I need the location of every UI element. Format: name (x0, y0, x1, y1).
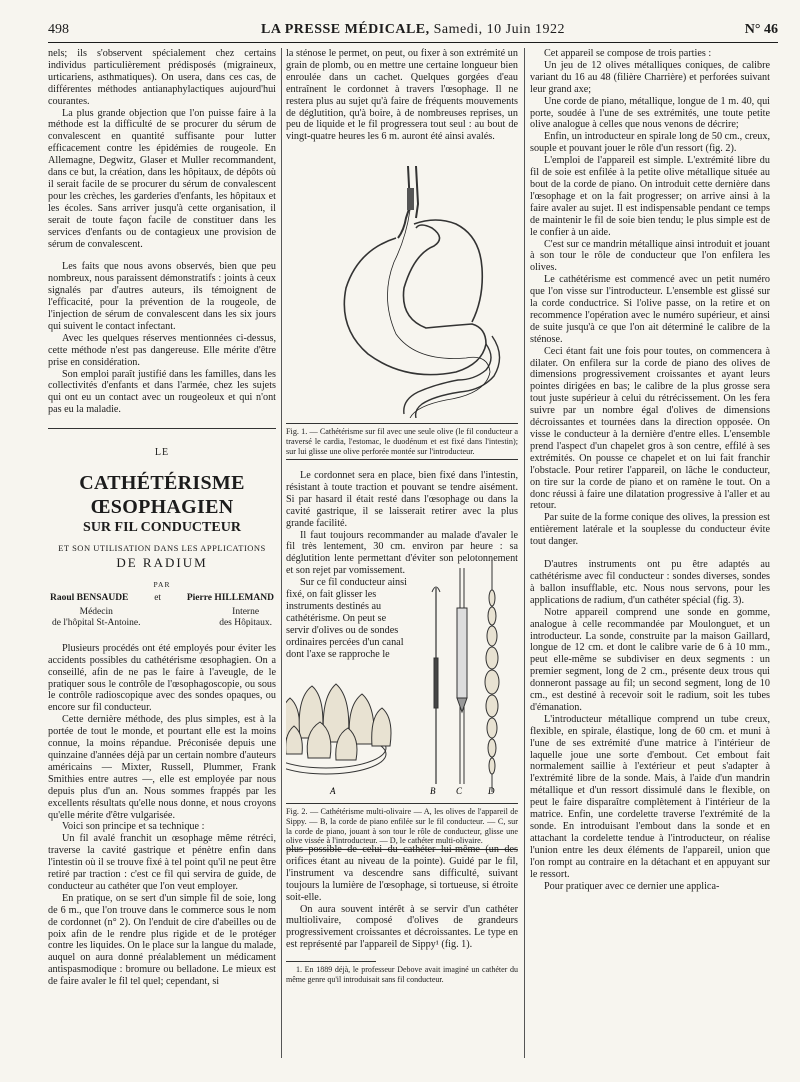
paragraph: Ceci étant fait une fois pour toutes, on commencera à dilater. On enfilera sur la corde de piano des olives de dimensions progressivement croissantes et ayant leurs pointes dirigées en bas; le calibre de la plus grosse sera tout juste supérieur à celui du rétrécissement. On les fera suivre par un nombre égal d'olives de dimensions décroissantes et tournées dans la direction opposée. On visse le conducteur à la dernière d'entre elles. L'ensemble prend l'aspect d'un chapelet gros à son centre, effilé à ses extrémités. On pousse ce chapelet et on lui fait franchir l'obstacle. Pour retirer l'appareil, on lâche le conducteur, on tire sur la corde de piano et on ramène le tout. On a donc réussi à faire une dilatation progressive à l'aller et au retour. (530, 345, 770, 512)
figure-2-label-d: D (488, 786, 495, 796)
footnote-rule (286, 961, 376, 962)
page-number: 498 (48, 22, 69, 37)
journal-title (48, 22, 778, 38)
column-1 (48, 48, 276, 988)
paragraph: plus possible de celui du cathéter lui-même (un des orifices étant au niveau de la pointe). Guidé par le fil, l'instrument va descendre sans difficulté, suivant toujours la lumière de l'œsophage, si tortueuse, si étroite soit-elle. (286, 844, 518, 903)
figure-2-label-c: C (456, 786, 463, 796)
page-header (48, 22, 778, 43)
column-2 (286, 48, 518, 143)
figure-1 (286, 158, 518, 468)
paragraph: Les faits que nous avons observés, bien que peu nombreux, nous paraissent démonstratifs : joints à ceux signalés par d'autres auteurs, ils témoignent de l'efficacité, pour la prévention de la rougeole, de l'injection de sérum de convalescent dans les six jours qui suivent le contact infectant. (48, 261, 276, 332)
paragraph: Son emploi paraît justifié dans les familles, dans les collectivités d'enfants et dans l'armée, chez les sujets qui ont eu un contact avec un rougeoleux et qui n'ont pas eu la maladie. (48, 368, 276, 416)
paragraph: Avec les quelques réserves mentionnées ci-dessus, cette méthode n'est pas dangereuse. Elle mérite d'être prise en considération. (48, 332, 276, 368)
figure-rule (286, 459, 518, 460)
paragraph: Plusieurs procédés ont été employés pour éviter les accidents possibles du cathétérisme œsophagien. On a conseillé, afin de ne pas le faire à l'aveugle, de le pratiquer sous le contrôle de l'œsophagoscopie, ou sous le contrôle radioscopique avec des sondes opaques, ou encore sur fil conducteur. (48, 642, 276, 714)
journal-name: LA PRESSE MÉDICALE, (261, 22, 430, 37)
paragraph: Notre appareil comprend une sonde en gomme, analogue à celle recommandée par Moulonguet, et un introducteur. La sonde, construite par la maison Gaillard, longue de 12 cm. et dont le calibre varie de 6 à 10 mm., peut elle-même se subdiviser en deux segments : un premier segment, long de 2 cm., présente deux trous qui donneront passage au fil; un second segment, long de 10 cm., est destiné à recevoir soit le radium, soit les tubes d'émanation. (530, 606, 770, 713)
article-subtitle: SUR FIL CONDUCTEUR (83, 520, 241, 536)
paragraph: Il faut toujours recommander au malade d'avaler le fil très lentement, 30 cm. environ par heure : sa déglutition lente permettant d'éviter son pelotonnement et son rejet par vomissement. (286, 529, 518, 577)
paragraph: Voici son principe et sa technique : (62, 821, 205, 833)
footnote: 1. En 1889 déjà, le professeur Debove avait imaginé un cathéter du même genre qu'il introduisait sans fil conducteur. (286, 965, 518, 984)
figure-rule (286, 803, 518, 804)
issue-number: N° 46 (744, 22, 778, 37)
paragraph: On aura souvent intérêt à se servir d'un cathéter multiolivaire, composé d'olives de grandeurs progressivement croissantes et décroissantes. Le type en est représenté par l'appareil de Sippy¹ (fig. 1). (286, 903, 518, 951)
article-subtitle-radium: DE RADIUM (116, 555, 208, 570)
paragraph: Le cathétérisme est commencé avec un petit numéro que l'on visse sur l'introducteur. L'ensemble est glissé sur la corde conductrice. Si l'olive passe, on la retire et on recommence l'opération avec le numéro supérieur, et ainsi de suite jusqu'à ce que l'on ait déterminé le calibre de la sténose. (530, 274, 770, 345)
column-divider (281, 48, 282, 1058)
article-kicker: LE (154, 447, 170, 459)
affiliation-role: Interne (232, 606, 260, 617)
paragraph: C'est sur ce mandrin métallique ainsi introduit et jouant à son tour le rôle de conducteur que l'on enfilera les olives. (530, 238, 770, 274)
paragraph: Cet appareil se compose de trois parties : (544, 48, 712, 59)
paragraph: Cette dernière méthode, des plus simples, est à la portée de tout le monde, et pourtant elle est la moins connue, la moins répandue. Préconisée depuis une quinzaine d'années déjà par un certain nombre d'auteurs américains — Mixter, Russell, Plummer, Frank Smithies entre autres —, elle est employée par nous depuis plus d'un an. Nous sommes frappés par les excellents résultats qu'elle nous donne, et nous croyons qu'elle mérite d'être vulgarisée. (48, 714, 276, 821)
affiliation-role: Médecin (79, 606, 113, 617)
column-3 (530, 48, 770, 892)
byline-par: PAR (153, 580, 171, 589)
issue-date: Samedi, 10 Juin 1922 (433, 22, 565, 37)
paragraph: Un fil avalé franchit un œsophage même rétréci, traverse la cavité gastrique et pénètre enfin dans l'intestin où il se trouve fixé à tel point qu'il ne peut être retiré par traction : c'est ce fil qui servira de guide, de conducteur au cathéter que l'on veut employer. (48, 833, 276, 892)
column-divider (524, 48, 525, 1058)
olive-set-a (286, 684, 391, 774)
figure-1-caption: Fig. 1. — Cathétérisme sur fil avec une seule olive (le fil conducteur a traversé le cardia, l'estomac, le duodénum et est fixé dans l'intestin); sur lui glisse une olive perforée montée sur l'introducteur. (286, 427, 518, 456)
article-title: CATHÉTÉRISME ŒSOPHAGIEN (79, 472, 245, 519)
paragraph: Une corde de piano, métallique, longue de 1 m. 40, qui porte, soudée à l'une de ses extrémités, une toute petite olive analogue à celles que nous venons de décrire; (530, 95, 770, 131)
authors (48, 593, 276, 605)
author-conjunction: et (154, 592, 162, 603)
author-name: Raoul BENSAUDE (50, 592, 129, 603)
paragraph: Sur ce fil conducteur ainsi fixé, on fait glisser les instruments destinés au cathétérisme. On peut se servir d'olives ou de sondes ordinaires percées d'un canal dont l'axe se rapproche le (286, 577, 407, 660)
paragraph: L'emploi de l'appareil est simple. L'extrémité libre du fil de soie est enfilée à la petite olive métallique située au bout de la corde de piano. On introduit cette dernière dans l'œsophage et on la fait progresser; on arrive ainsi à la faire avaler au sujet. Il est indispensable pendant ce temps de maintenir le fil de soie bien tendu; le plus simple est de le confier à un aide. (530, 155, 770, 238)
figure-rule (286, 423, 518, 424)
figure-2-label-a: A (330, 786, 336, 796)
section-rule (48, 428, 276, 429)
figure-2-label-b: B (430, 786, 436, 796)
author-affiliations (48, 607, 276, 629)
figure-1-illustration (286, 158, 518, 418)
paragraph: En pratique, on se sert d'un simple fil de soie, long de 6 m., que l'on trouve dans le commerce sous le nom de cordonnet (n° 2). On l'enduit de cire d'abeilles ou de poix afin de le rendre plus rigide et de le protéger contre les liquides. On le place sur la langue du malade, auquel on aura donné préalablement un médicament antispasmodique : bromure ou belladone. Le mieux est de faire avaler le fil tel quel; cependant, si (48, 892, 276, 988)
figure-2-caption: Fig. 2. — Cathétérisme multi-olivaire — A, les olives de l'appareil de Sippy. — B, la corde de piano enfilée sur le fil conducteur. — C, sur la corde de piano, jouant à son tour le rôle de conducteur, glisse une olive vissée à l'introducteur. — D, le cathéter multi-olivaire. (286, 807, 518, 846)
paragraph: Pour pratiquer avec ce dernier une applica- (544, 880, 720, 892)
affiliation-place: des Hôpitaux. (219, 617, 272, 628)
affiliation (52, 607, 141, 629)
paragraph: La plus grande objection que l'on puisse faire à la méthode est la difficulté de se procurer du sérum de convalescent en quantité suffisante pour lutter efficacement contre les épidémies de rougeole. En Allemagne, Degwitz, Glaser et Muller recommandent, dans ce but, la création, dans les hôpitaux, de dépôts où il serait facile de se procurer du sérum de convalescent pour les crèches, les garderies d'enfants, les hôpitaux et les écoles. Sans arriver jusqu'à cette organisation, il serait de toute façon facile de constituer dans les services d'enfants ou de contagieux une provision de sérum de convalescent. (48, 107, 276, 250)
instrument-d (485, 558, 499, 792)
paragraph: la sténose le permet, on peut, ou fixer à son extrémité un grain de plomb, ou en mettre une certaine longueur bien enroulée dans un cachet. Quelques gorgées d'eau entraînent le cordonnet à travers l'œsophage. Il ne restera plus au sujet qu'à faire de fréquents mouvements de déglutition, qu'à boire, à de nombreuses reprises, un peu de liquide et le fil progressera tout seul : au bout de vingt-quatre heures les 6 m. auront été ainsi avalés. (286, 48, 518, 143)
instrument-b (432, 587, 440, 784)
paragraph: Un jeu de 12 olives métalliques coniques, de calibre variant du 16 au 48 (filière Charrière) et perforées suivant leur grand axe; (530, 59, 770, 95)
figure-2-illustration (286, 548, 518, 798)
paragraph: L'introducteur métallique comprend un tube creux, flexible, en spirale, élastique, long de 60 cm. et muni à l'une de ses extrémité d'une matrice à l'intérieur de laquelle joue une sorte d'embout. Cet embout fait normalement saillie à l'extérieur et peut s'adapter à l'extrémité libre de la sonde. Mais, à l'aide d'un mandrin métallique et d'un ressort dissimulé dans le flexible, on peut le faire disparaître complètement à l'intérieur de la matrice. Enfin, une cordelette traverse l'extrémité de la sonde. En introduisant l'embout dans la sonde et en attachant la cordelette tendue à l'introducteur, on réalise l'union entre les deux éléments de l'appareil, union que l'on rompt au contraire en la détachant et en appuyant sur le ressort. (530, 713, 770, 880)
paragraph: Enfin, un introducteur en spirale long de 50 cm., creux, souple et pouvant jouer le rôle d'un ressort (fig. 2). (530, 131, 770, 155)
article-title-block (48, 447, 276, 591)
author-name: Pierre HILLEMAND (186, 592, 274, 603)
article-subtitle-small: ET SON UTILISATION DANS LES APPLICATIONS (58, 543, 266, 554)
paragraph: Par suite de la forme conique des olives, la pression est entièrement latérale et la souplesse du conducteur évite tout danger. (530, 512, 770, 548)
paragraph: Le cordonnet sera en place, bien fixé dans l'intestin, résistant à toute traction et pouvant se tendre aisément. Si par hasard il était resté dans l'œsophage ou dans la cavité gastrique, il se laisserait retirer avec la plus grande facilité. (286, 470, 518, 529)
paragraph: nels; ils s'observent spécialement chez certains individus particulièrement prédisposés (migraineux, urticariens, asthmatiques). On usera, dans ces cas, de différentes méthodes antianaphylactiques aujourd'hui courantes. (48, 48, 276, 107)
paragraph: D'autres instruments ont pu être adaptés au cathétérisme avec fil conducteur : sondes diverses, sondes à ballon insufflable, etc. Nous nous servons, pour les applications de radium, d'un cathéter spécial (fig. 3). (530, 559, 770, 606)
affiliation (219, 607, 272, 629)
column-2-bottom (286, 844, 518, 984)
affiliation-place: de l'hôpital St-Antoine. (52, 617, 141, 628)
figure-2 (286, 548, 518, 846)
instrument-c (457, 568, 467, 784)
